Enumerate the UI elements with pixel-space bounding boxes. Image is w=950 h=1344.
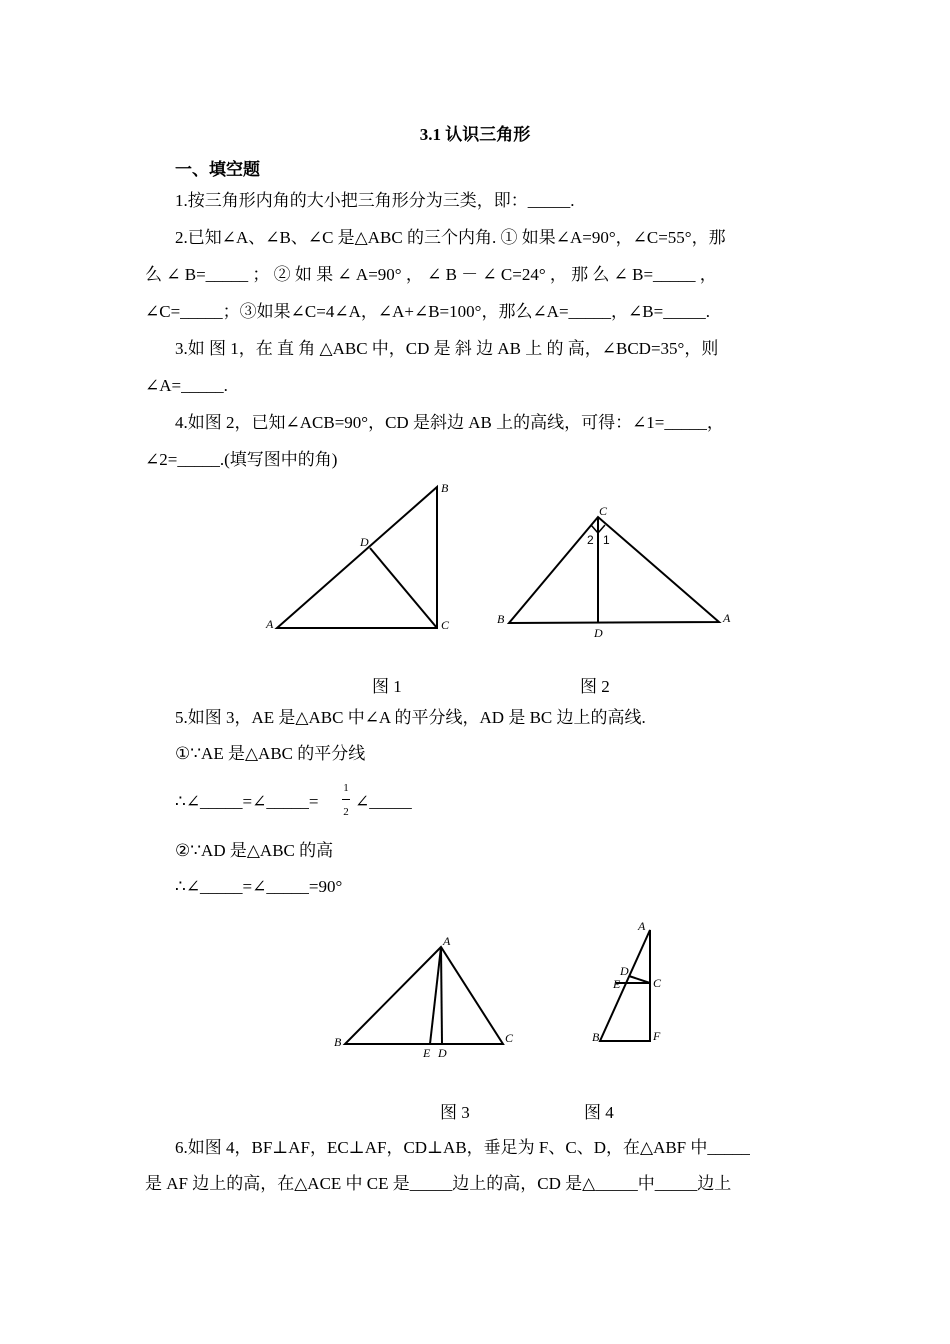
angle-2-label: 2 bbox=[587, 533, 594, 547]
triangle-abf bbox=[600, 930, 650, 1041]
figure-2 bbox=[509, 517, 719, 623]
figure-2-caption: 图 2 bbox=[580, 677, 610, 696]
label-c: C bbox=[505, 1031, 514, 1045]
question-5-line-3: ∴∠_____=∠_____= bbox=[175, 792, 319, 811]
segment-cd bbox=[629, 976, 650, 983]
label-e: E bbox=[423, 1046, 431, 1060]
figure-4-caption: 图 4 bbox=[584, 1103, 614, 1122]
question-4-line-1: 4.如图 2，已知∠ACB=90°，CD 是斜边 AB 上的高线，可得：∠1=_____， bbox=[175, 413, 724, 432]
section-heading: 一、填空题 bbox=[175, 160, 260, 179]
label-c: C bbox=[599, 504, 608, 518]
question-2-line-2: 么 ∠ B=_____ ； ② 如 果 ∠ A=90° ， ∠ B － ∠ C=24° ， 那 么 ∠ B=_____ ， bbox=[145, 265, 717, 284]
label-b: B bbox=[441, 481, 449, 495]
question-3-line-2: ∠A=_____. bbox=[145, 376, 228, 395]
label-b: B bbox=[497, 612, 505, 626]
figure-1 bbox=[277, 487, 437, 628]
label-d: D bbox=[360, 535, 369, 549]
question-5-line-3-end: ∠_____ bbox=[355, 792, 412, 811]
label-a: A bbox=[723, 611, 731, 625]
question-6-line-2: 是 AF 边上的高，在△ACE 中 CE 是_____边上的高，CD 是△_____中_____边上 bbox=[145, 1174, 732, 1193]
label-b: B bbox=[334, 1035, 342, 1049]
page-title: 3.1 认识三角形 bbox=[419, 125, 531, 144]
label-c: C bbox=[441, 618, 450, 632]
question-5-line-4: ②∵AD 是△ABC 的高 bbox=[175, 841, 334, 860]
angle-1-label: 1 bbox=[603, 533, 610, 547]
figure-3 bbox=[345, 947, 503, 1044]
label-f: F bbox=[653, 1029, 661, 1043]
triangle-abc bbox=[345, 947, 503, 1044]
figure-1-caption: 图 1 bbox=[372, 677, 402, 696]
triangle-abc bbox=[277, 487, 437, 628]
altitude-ad bbox=[441, 947, 442, 1044]
question-5-line-1: 5.如图 3，AE 是△ABC 中∠A 的平分线，AD 是 BC 边上的高线. bbox=[175, 708, 646, 727]
question-2-line-3: ∠C=_____；③如果∠C=4∠A，∠A+∠B=100°，那么∠A=_____，∠B=_____. bbox=[145, 302, 710, 321]
question-6-line-1: 6.如图 4，BF⊥AF，EC⊥AF，CD⊥AB，垂足为 F、C、D，在△ABF 中_____ bbox=[175, 1138, 750, 1157]
label-d: D bbox=[620, 964, 629, 978]
figure-3-caption: 图 3 bbox=[440, 1103, 470, 1122]
question-5-line-2: ①∵AE 是△ABC 的平分线 bbox=[175, 744, 366, 763]
label-a: A bbox=[443, 934, 451, 948]
label-e: E bbox=[613, 977, 621, 991]
question-5-line-5: ∴∠_____=∠_____=90° bbox=[175, 877, 343, 896]
question-2-line-1: 2.已知∠A、∠B、∠C 是△ABC 的三个内角. ① 如果∠A=90°，∠C=55°，那 bbox=[175, 228, 726, 247]
bisector-ae bbox=[430, 947, 441, 1044]
label-a: A bbox=[638, 919, 646, 933]
fraction-denominator: 2 bbox=[343, 806, 349, 818]
altitude-cd bbox=[370, 548, 437, 628]
label-c: C bbox=[653, 976, 662, 990]
label-a: A bbox=[266, 617, 274, 631]
question-1: 1.按三角形内角的大小把三角形分为三类，即：_____. bbox=[175, 191, 575, 210]
label-d: D bbox=[594, 626, 603, 640]
fraction-bar bbox=[342, 799, 350, 800]
fraction-numerator: 1 bbox=[343, 782, 349, 794]
triangle-abc bbox=[509, 517, 719, 623]
question-4-line-2: ∠2=_____.(填写图中的角) bbox=[145, 450, 338, 469]
figure-4 bbox=[600, 930, 650, 1041]
label-b: B bbox=[592, 1030, 600, 1044]
label-d: D bbox=[438, 1046, 447, 1060]
question-3-line-1: 3.如 图 1，在 直 角 △ABC 中，CD 是 斜 边 AB 上 的 高，∠BCD=35°，则 bbox=[175, 339, 719, 358]
